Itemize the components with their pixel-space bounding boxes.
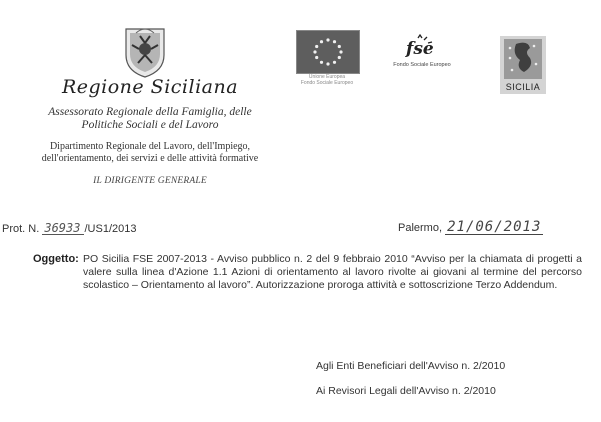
recipient-enti: Agli Enti Beneficiari dell'Avviso n. 2/2010 xyxy=(316,360,506,372)
fse-caption: Fondo Sociale Europeo xyxy=(393,62,451,68)
assessorato-line-1: Assessorato Regionale della Famiglia, delle xyxy=(48,106,252,118)
fse-logo-icon xyxy=(404,34,438,60)
protocol-number: 36933 xyxy=(42,222,84,235)
eu-caption: Unione Europea Fondo Sociale Europeo xyxy=(300,74,354,86)
dipartimento-name xyxy=(8,141,292,165)
sicilia-caption: SICILIA xyxy=(505,82,541,92)
place-date xyxy=(398,220,543,235)
protocol-line xyxy=(2,222,136,235)
region-name: Regione Siciliana xyxy=(61,76,239,98)
protocol-prefix: Prot. N. xyxy=(2,223,40,235)
subject-text: PO Sicilia FSE 2007-2013 - Avviso pubblico n. 2 del 9 febbraio 2010 “Avviso per la chiamata di progetti a valere sulla linea d'Azione 1.1 Azioni di orientamento al lavoro rivolte ai giovani al termine del percorso scolastico – Orientamento al lavoro”. Autorizzazione proroga attività e sottoscrizione Terzo Addendum. xyxy=(83,253,582,291)
protocol-suffix: /US1/2013 xyxy=(84,223,137,235)
office-title: IL DIRIGENTE GENERALE xyxy=(93,176,207,186)
fse-logo-mark: fse xyxy=(406,39,434,59)
recipient-revisori: Ai Revisori Legali dell'Avviso n. 2/2010 xyxy=(316,385,496,397)
dipartimento-line-2: dell'orientamento, dei servizi e delle attività formative xyxy=(41,153,259,164)
subject-label: Oggetto: xyxy=(33,253,79,265)
assessorato-line-2: Politiche Sociali e del Lavoro xyxy=(81,119,219,131)
regione-siciliana-crest-icon xyxy=(122,27,168,79)
place: Palermo, xyxy=(398,222,443,234)
date: 21/06/2013 xyxy=(447,219,542,235)
assessorato-name xyxy=(20,106,280,132)
eu-flag-icon xyxy=(296,30,360,74)
dipartimento-line-1: Dipartimento Regionale del Lavoro, dell'Impiego, xyxy=(49,141,251,152)
